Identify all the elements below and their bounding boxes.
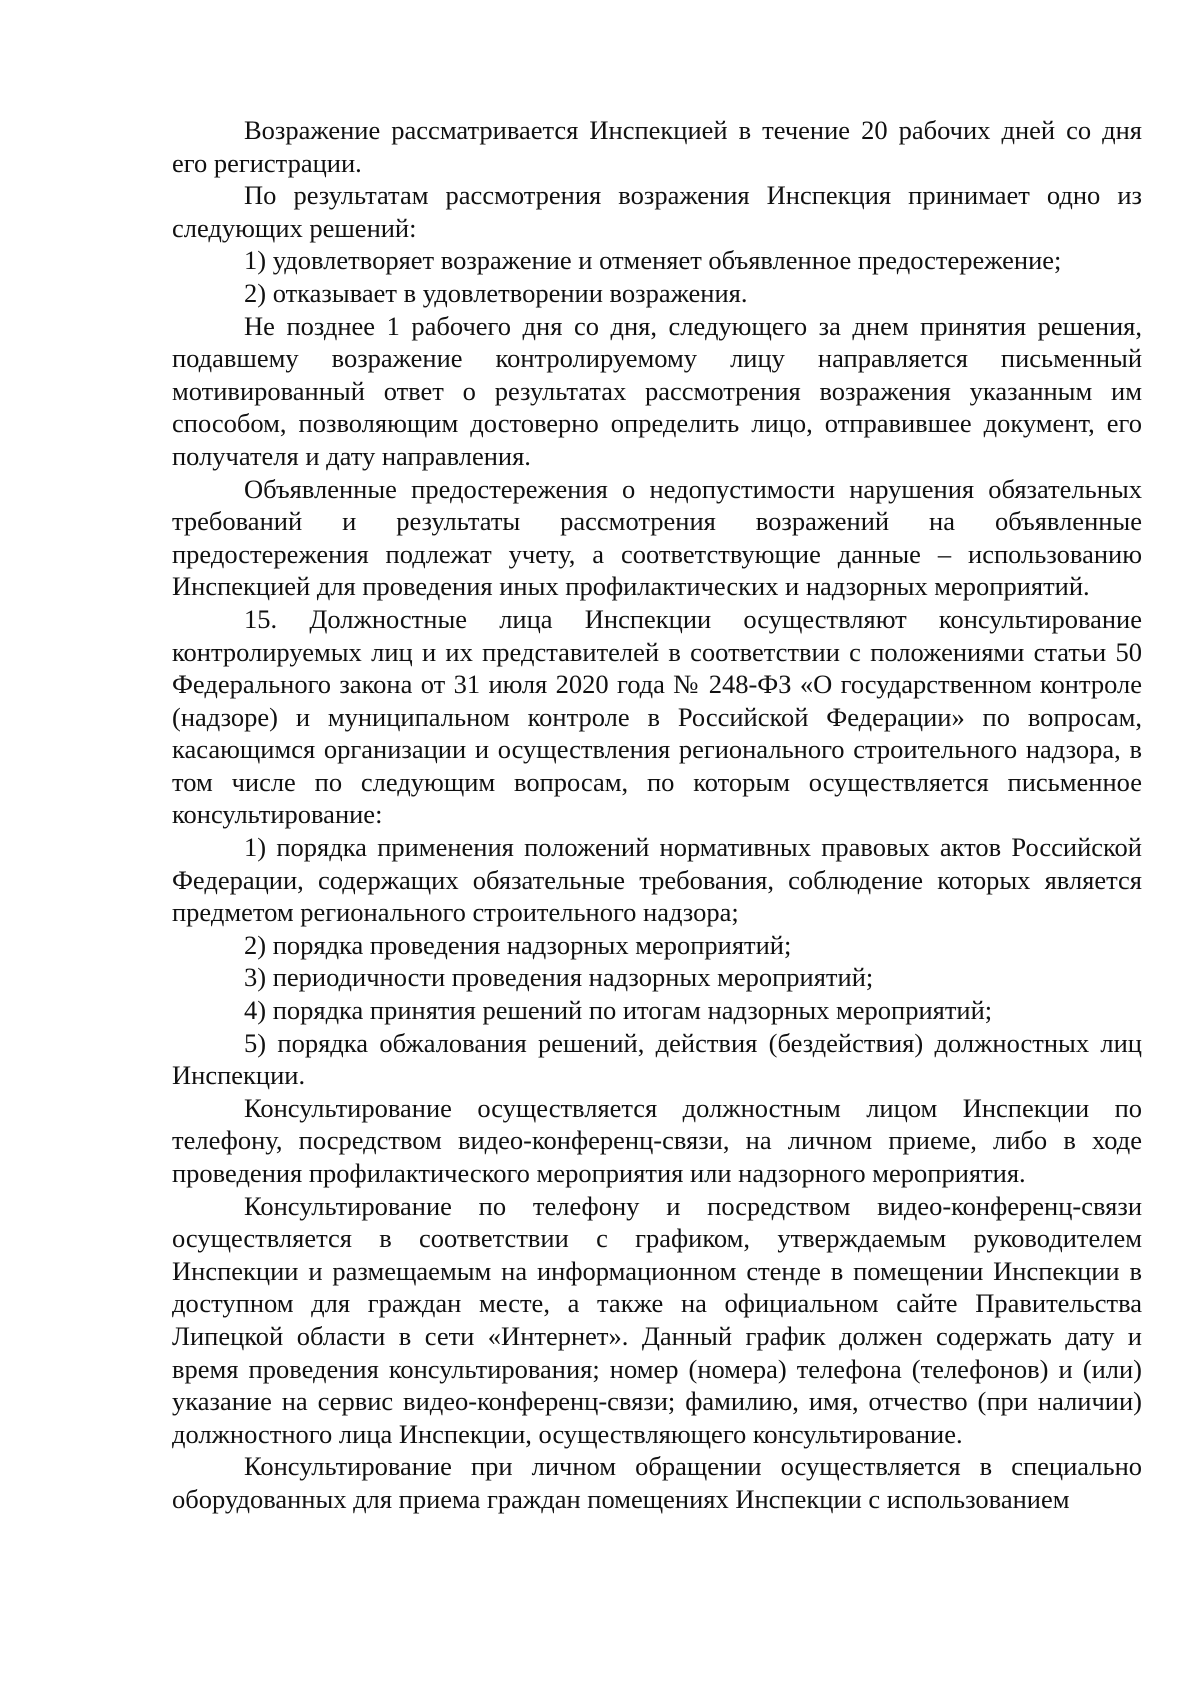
list-item-consulting-2: 2) порядка проведения надзорных мероприятий; (244, 929, 792, 960)
list-item-consulting-4: 4) порядка принятия решений по итогам надзорных мероприятий; (244, 995, 993, 1026)
list-item-consulting-3: 3) периодичности проведения надзорных мероприятий; (244, 962, 874, 993)
paragraph-review-decisions: По результатам рассмотрения возражения Инспекция принимает одно из следующих решений: (172, 180, 1142, 243)
list-item-consulting-5: 5) порядка обжалования решений, действия (бездействия) должностных лиц Инспекции. (172, 1027, 1142, 1091)
list-item-decision-1: 1) удовлетворяет возражение и отменяет объявленное предостережение; (244, 245, 1062, 276)
paragraph-consulting-schedule: Консультирование по телефону и посредством видео-конференц-связи осуществляется в соответствии с графиком, утверждаемым руководителем Инспекции и размещаемым на информационном стенде в помещении Инспекции в доступном для граждан месте, а также на официальном сайте Правительства Липецкой области в сети «Интернет». Данный график должен содержать дату и время проведения консультирования; номер (номера) телефона (телефонов) и (или) указание на сервис видео-конференц-связи; фамилию, имя, отчество (при наличии) должностного лица Инспекции, осуществляющего консультирование. (172, 1190, 1142, 1449)
list-item-decision-2: 2) отказывает в удовлетворении возражения. (244, 277, 748, 308)
list-item-consulting-1: 1) порядка применения положений нормативных правовых актов Российской Федерации, содержащих обязательные требования, соблюдение которых является предметом регионального строительного надзора; (172, 832, 1142, 928)
paragraph-objection-review-term: Возражение рассматривается Инспекцией в течение 20 рабочих дней со дня его регистрации. (172, 115, 1142, 178)
paragraph-consulting-methods: Консультирование осуществляется должностным лицом Инспекции по телефону, посредством видео-конференц-связи, на личном приеме, либо в ходе проведения профилактического мероприятия или надзорного мероприятия. (172, 1092, 1142, 1188)
paragraph-personal-consulting: Консультирование при личном обращении осуществляется в специально оборудованных для приема граждан помещениях Инспекции с использованием (172, 1451, 1142, 1514)
paragraph-warnings-accounting: Объявленные предостережения о недопустимости нарушения обязательных требований и результаты рассмотрения возражений на объявленные предостережения подлежат учету, а соответствующие данные – использованию Инспекцией для проведения иных профилактических и надзорных мероприятий. (172, 473, 1142, 602)
document-page (172, 114, 1142, 1516)
paragraph-section-15-consulting: 15. Должностные лица Инспекции осуществляют консультирование контролируемых лиц и их представителей в соответствии с положениями статьи 50 Федерального закона от 31 июля 2020 года № 248-ФЗ «О государственном контроле (надзоре) и муниципальном контроле в Российской Федерации» по вопросам, касающимся организации и осуществления регионального строительного надзора, в том числе по следующим вопросам, по которым осуществляется письменное консультирование: (172, 603, 1142, 830)
paragraph-response-deadline: Не позднее 1 рабочего дня со дня, следующего за днем принятия решения, подавшему возражение контролируемому лицу направляется письменный мотивированный ответ о результатах рассмотрения возражения указанным им способом, позволяющим достоверно определить лицо, отправившее документ, его получателя и дату направления. (172, 310, 1142, 471)
